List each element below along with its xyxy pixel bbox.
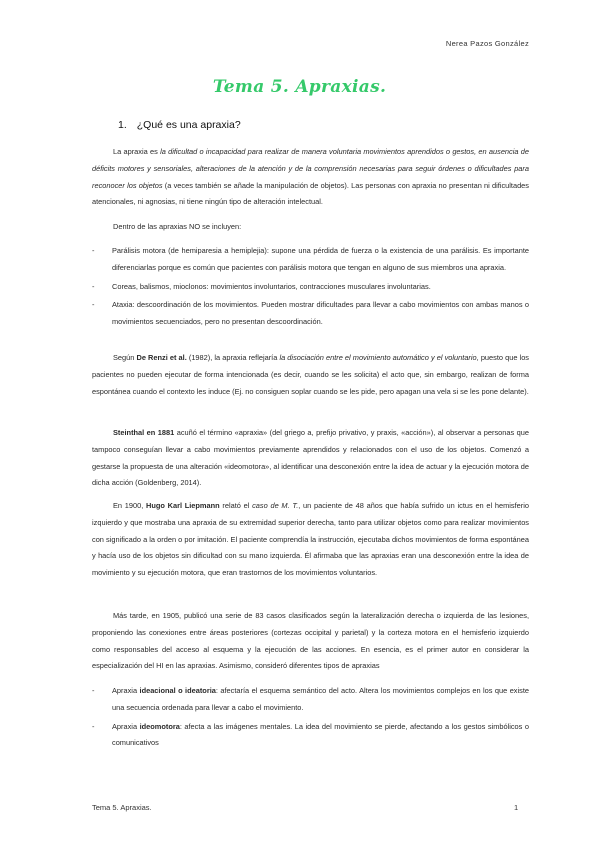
- p4-author: Steinthal en 1881: [113, 428, 175, 437]
- list2-1-a: Apraxia: [112, 721, 140, 731]
- section-heading: [118, 119, 241, 131]
- p3-text-c: (1982), la apraxia reflejaría: [186, 353, 280, 362]
- list-item: - Ataxia: descoordinación de los movimientos. Pueden mostrar dificultades para llevar a cabo movimientos con ambas manos o movimientos secuenciados, pero no presentan descoordinación.: [92, 297, 529, 331]
- list-item: - Parálisis motora (de hemiparesia a hemiplejia): supone una pérdida de fuerza o la existencia de una parálisis. Es importante diferenciarlas porque es común que pacientes con parálisis motora que tengan en alguno de sus miembros una apraxia.: [92, 243, 529, 277]
- list2-0-c: : afectaría el esquema semántico del acto. Altera los movimientos complejos en los que existe una secuencia ordenada para llevar a cabo el movimiento.: [112, 686, 529, 712]
- p4-text-b: acuñó el término «apraxia» (del griego a, prefijo privativo, y praxis, «acción»), al observar a personas que tampoco conseguían llevar a cabo movimientos previamente aprendidos y relacionados con el uso de los objetos. Comenzó a gestarse la propuesta de una alteración «ideomotora», al identificar una desconexión entre la idea de actuar y la ejecución motora de dicha acción (Goldenberg, 2014).: [92, 428, 529, 488]
- list-item: [92, 719, 529, 753]
- p3-text-a: Según: [113, 353, 137, 362]
- list2-0-a: Apraxia: [112, 686, 140, 695]
- list-item: - Coreas, balismos, mioclonos: movimientos involuntarios, contracciones musculares involuntarias.: [92, 279, 529, 296]
- apraxia-types-list: [92, 683, 529, 754]
- paragraph-1905: [92, 608, 529, 675]
- paragraph-steinthal: [92, 425, 529, 492]
- section-title: ¿Qué es una apraxia?: [136, 119, 241, 131]
- p5-text-c: relató el: [219, 501, 253, 510]
- p5-text-e: , un paciente de 48 años que había sufrido un ictus en el hemisferio izquierdo y que mostraba una apraxia de su extremidad superior derecha, tanto para utilizar objetos como para realizar movimientos con significado a la orden o por imitación. El paciente comprendía la instrucción, ejecutaba dichos movimientos de forma espontánea y hacía uso de los objetos sin dificultad con su mano izquierda. Él afirmaba que las apraxias eran una desconexión entre la idea de movimiento y su ejecución motora, que eran trastornos de los movimientos voluntarios.: [92, 501, 529, 578]
- p1-definition-emphasis: la dificultad o incapacidad para realizar de manera voluntaria movimientos aprendidos o gestos, en ausencia de déficits motores y sensoriales, alteraciones de la atención y de la comprensión necesarias para seguir órdenes o dificultades para reconocer los objetos: [92, 147, 529, 190]
- p1-text-c: (a veces también se añade la manipulación de objetos). Las personas con apraxia no presentan ni dificultades atencionales, ni agnosias, ni tiene ningún tipo de alteración intelectual.: [92, 180, 529, 207]
- p5-author: Hugo Karl Liepmann: [146, 501, 220, 510]
- p6-text: Más tarde, en 1905, publicó una serie de 83 casos clasificados según la lateralización derecha o izquierda de las lesiones, proponiendo las conexiones entre áreas posteriores (cortezas occipital y parietal) y la corteza motora en el hemisferio izquierdo como responsables del acceso al esquema y la ejecución de las acciones. En esencia, es el primer autor en considerar la especialización del HI en las apraxias. Asimismo, consideró diferentes tipos de apraxias: [92, 611, 529, 671]
- header-author: Nerea Pazos González: [445, 39, 529, 48]
- paragraph-definition: [92, 144, 529, 211]
- list2-1-c: : afecta a las imágenes mentales. La idea del movimiento se pierde, afectando a los gestos simbólicos o comunicativos: [112, 721, 529, 748]
- p3-author: De Renzi et al.: [136, 353, 187, 362]
- p1-text-a: La apraxia es: [113, 147, 161, 156]
- p5-case: caso de M. T.: [252, 501, 299, 510]
- p3-emphasis: la disociación entre el movimiento automático y el voluntario: [279, 353, 477, 362]
- paragraph-exclusions-intro: [92, 219, 529, 236]
- p3-text-e: , puesto que los pacientes no pueden ejecutar de forma intencionada (es decir, cuando se les solicita) el acto que, sin embargo, realizan de forma espontánea cuando el contexto les induce (Ej. no consiguen soplar cuando se les pide, pero apagan una vela si se les pone delante).: [92, 353, 529, 396]
- page-number: 1: [514, 803, 519, 812]
- list-item: [92, 683, 529, 717]
- footer-title: Tema 5. Apraxias.: [92, 803, 152, 812]
- document-title: Tema 5. Apraxias.: [212, 77, 387, 97]
- list2-1-term: ideomotora: [139, 721, 180, 731]
- list2-0-term: ideacional o ideatoria: [139, 686, 216, 695]
- p2-text: Dentro de las apraxias NO se incluyen:: [113, 222, 242, 231]
- p5-text-a: En 1900,: [113, 501, 147, 510]
- paragraph-de-renzi: [92, 350, 529, 400]
- section-number: 1.: [118, 119, 127, 131]
- exclusions-list: [92, 243, 529, 333]
- paragraph-liepmann: [92, 498, 529, 582]
